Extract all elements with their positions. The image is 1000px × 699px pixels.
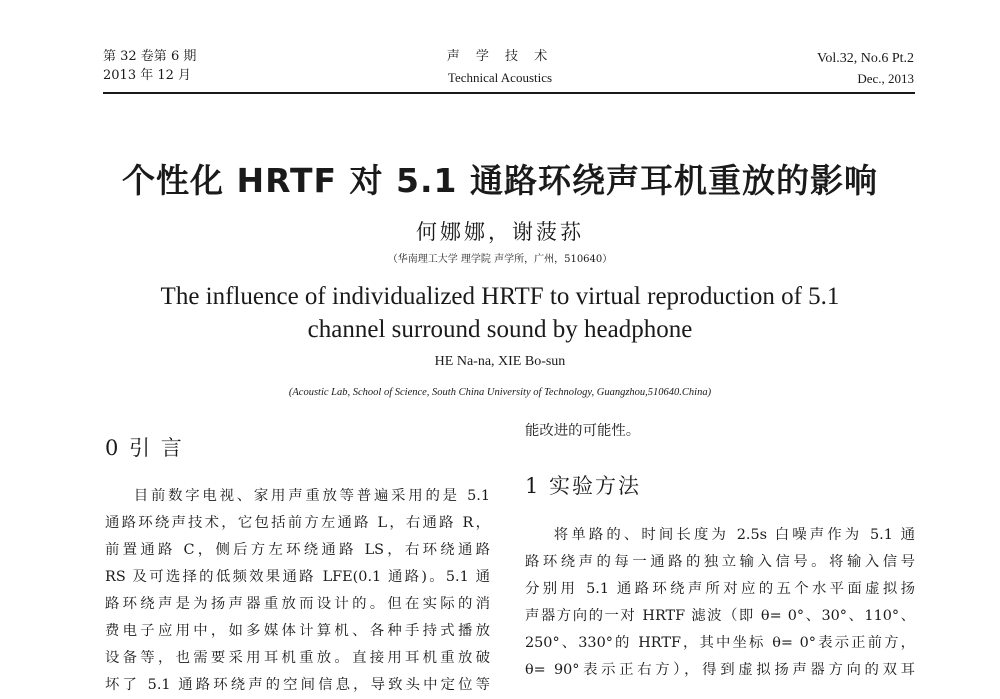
- volume-issue-en: Vol.32, No.6 Pt.2: [817, 51, 914, 66]
- paper-title-en: [80, 280, 920, 346]
- text-line: 目前数字电视、家用声重放等普遍采用的是 5.1: [133, 488, 490, 504]
- text-line: 250°、330°的 HRTF，其中坐标 θ= 0°表示正前方，: [525, 635, 915, 651]
- text-line: 设备等，也需要采用耳机重放。直接用耳机重放破: [105, 650, 490, 666]
- text-line: 将单路的、时间长度为 2.5s 白噪声作为 5.1 通: [553, 527, 915, 543]
- date-cn: 2013 年 12 月: [103, 68, 192, 83]
- text-line: 坏了 5.1 通路环绕声的空间信息，导致头中定位等: [105, 677, 490, 693]
- section-heading-method: 1 实验方法: [525, 474, 642, 498]
- authors-en: HE Na-na, XIE Bo-sun: [434, 354, 566, 369]
- volume-issue-cn: 第 32 卷第 6 期: [103, 49, 197, 64]
- intro-paragraph: [105, 483, 490, 699]
- text-line: 通路环绕声技术，它包括前方左通路 L，右通路 R，: [105, 515, 490, 531]
- affiliation-en: (Acoustic Lab, School of Science, South China University of Technology, Guangzhou,510640.China): [288, 387, 712, 398]
- text-line: 费电子应用中，如多媒体计算机、各种手持式播放: [105, 623, 490, 639]
- paper-title-en-line2: channel surround sound by headphone: [307, 316, 693, 343]
- authors-cn: 何娜娜，谢菠荪: [416, 220, 584, 244]
- text-line: 分别用 5.1 通路环绕声所对应的五个水平面虚拟扬: [525, 581, 915, 597]
- affiliation-cn: （华南理工大学 理学院 声学所，广州，510640）: [387, 254, 613, 265]
- section-heading-intro: 0 引 言: [105, 436, 184, 460]
- text-line: 路环绕声的每一通路的独立输入信号。将输入信号: [525, 554, 915, 570]
- journal-name-en: Technical Acoustics: [447, 70, 553, 85]
- text-line: θ= 90°表示正右方），得到虚拟扬声器方向的双耳: [525, 662, 915, 678]
- carryover-text: 能改进的可能性。: [525, 423, 641, 439]
- journal-name-cn: 声 学 技 术: [446, 49, 554, 64]
- text-line: RS 及可选择的低频效果通路 LFE(0.1 通路)。5.1 通: [105, 569, 490, 585]
- date-en: Dec., 2013: [857, 71, 914, 86]
- paper-title-cn: 个性化 HRTF 对 5.1 通路环绕声耳机重放的影响: [121, 161, 878, 200]
- paper-title-en-line1: The influence of individualized HRTF to virtual reproduction of 5.1: [160, 283, 840, 310]
- text-line: 声器方向的一对 HRTF 滤波（即 θ= 0°、30°、110°、: [525, 608, 915, 624]
- text-line: 路环绕声是为扬声器重放而设计的。但在实际的消: [105, 596, 490, 612]
- header-rule: [103, 92, 915, 94]
- method-paragraph: [525, 522, 915, 684]
- text-line: 前置通路 C，侧后方左环绕通路 LS，右环绕通路: [105, 542, 490, 558]
